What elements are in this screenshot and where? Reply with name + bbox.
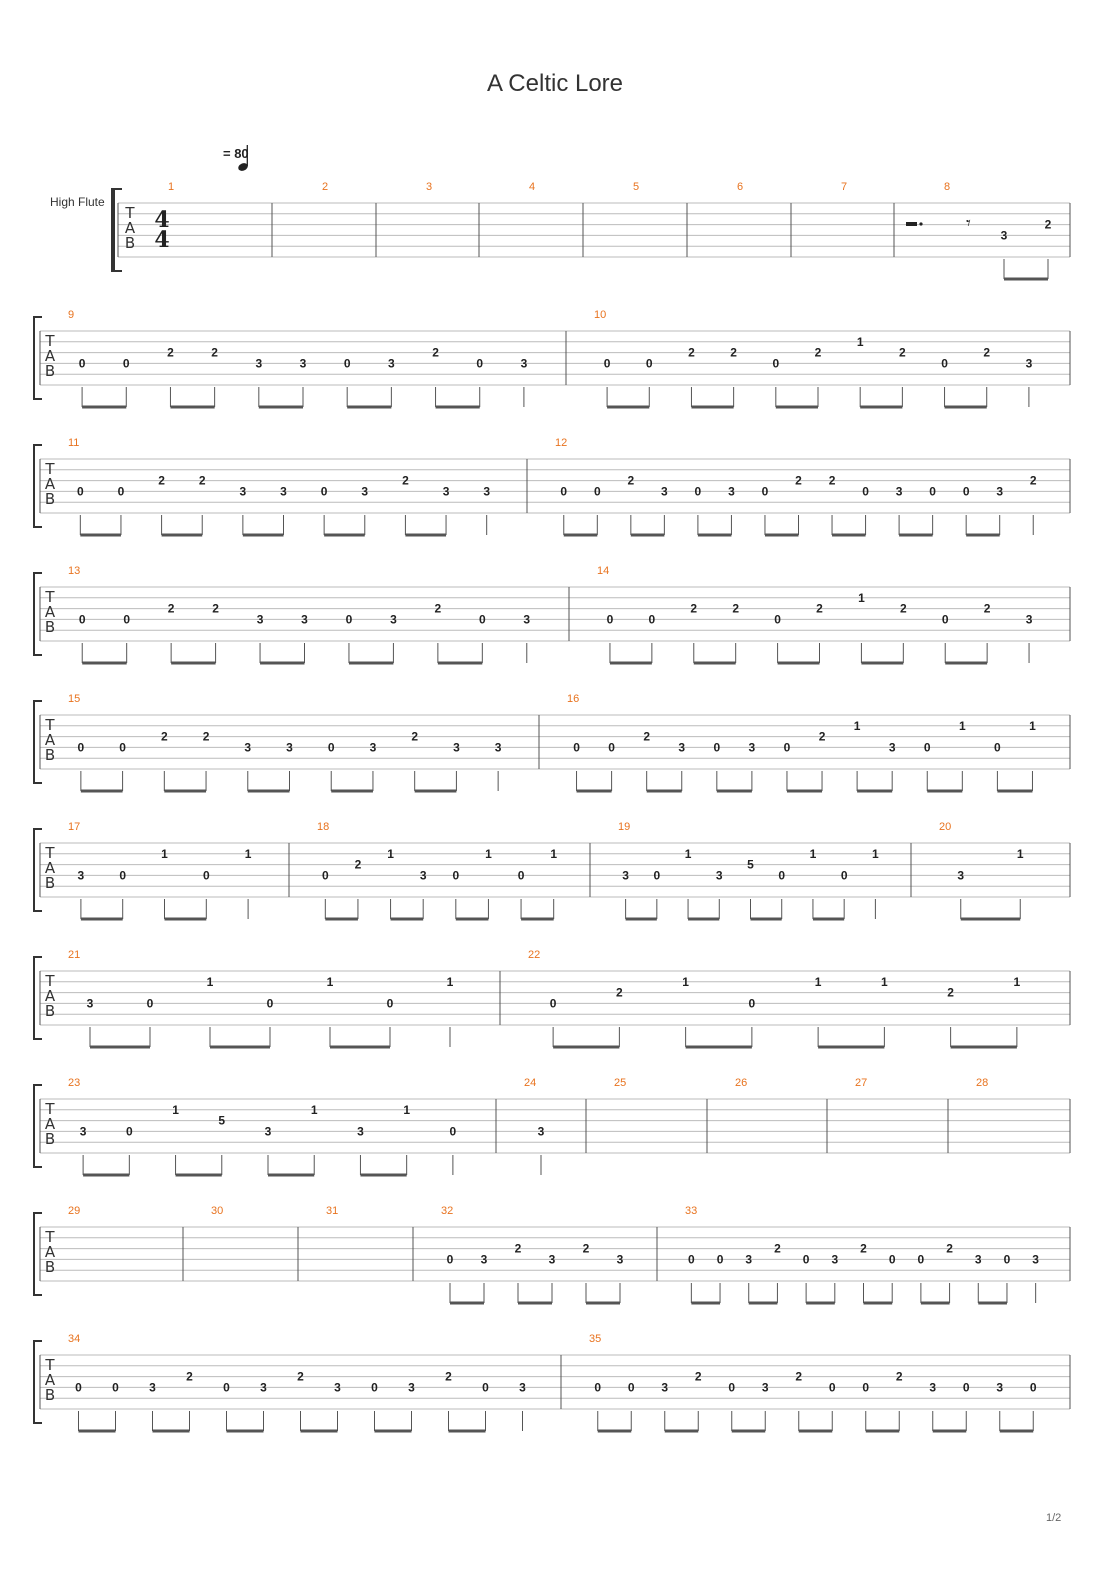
fret-number: 3 xyxy=(357,1124,364,1139)
tab-clef-letter: B xyxy=(44,1002,56,1020)
measure-number: 17 xyxy=(68,821,81,833)
fret-number: 0 xyxy=(653,868,661,883)
fret-number: 3 xyxy=(537,1124,545,1139)
fret-number: 0 xyxy=(327,740,335,755)
fret-number: 1 xyxy=(403,1102,411,1117)
fret-number: 3 xyxy=(419,868,427,883)
fret-number: 0 xyxy=(478,612,486,627)
fret-number: 3 xyxy=(361,484,369,499)
fret-number: 1 xyxy=(485,846,492,861)
fret-number: 2 xyxy=(167,601,175,616)
fret-number: 0 xyxy=(713,740,721,755)
fret-number: 3 xyxy=(1025,356,1033,371)
fret-number: 1 xyxy=(814,974,822,989)
tab-clef-letter: A xyxy=(44,987,56,1005)
fret-number: 0 xyxy=(119,868,127,883)
fret-number: 3 xyxy=(888,740,896,755)
measure-number: 33 xyxy=(685,1205,698,1217)
fret-number: 0 xyxy=(476,356,484,371)
fret-number: 3 xyxy=(523,612,531,627)
measure-number: 20 xyxy=(939,821,952,833)
measure-number: 5 xyxy=(633,181,640,193)
fret-number: 3 xyxy=(548,1252,556,1267)
fret-number: 1 xyxy=(809,846,817,861)
fret-number: 0 xyxy=(923,740,931,755)
measure-number: 23 xyxy=(68,1077,81,1089)
fret-number: 0 xyxy=(549,996,557,1011)
fret-number: 3 xyxy=(494,740,502,755)
fret-number: 0 xyxy=(862,1380,870,1395)
fret-number: 3 xyxy=(256,612,264,627)
measure-number: 22 xyxy=(528,949,541,961)
fret-number: 3 xyxy=(264,1124,272,1139)
measure-number: 11 xyxy=(68,437,80,449)
fret-number: 2 xyxy=(297,1369,304,1384)
tab-clef-letter: T xyxy=(45,716,55,734)
fret-number: 0 xyxy=(77,740,85,755)
fret-number: 0 xyxy=(452,868,460,883)
fret-number: 2 xyxy=(814,345,822,360)
fret-number: 3 xyxy=(260,1380,267,1395)
fret-number: 0 xyxy=(122,356,130,371)
fret-number: 3 xyxy=(86,996,94,1011)
fret-number: 3 xyxy=(442,484,450,499)
fret-number: 3 xyxy=(957,868,965,883)
tab-clef-letter: A xyxy=(44,347,56,365)
fret-number: 0 xyxy=(627,1380,635,1395)
fret-number: 3 xyxy=(974,1252,982,1267)
fret-number: 5 xyxy=(218,1113,226,1128)
measure-number: 30 xyxy=(211,1205,224,1217)
fret-number: 3 xyxy=(616,1252,624,1267)
fret-number: 3 xyxy=(1025,612,1033,627)
measure-number: 13 xyxy=(68,565,81,577)
fret-number: 2 xyxy=(795,1369,803,1384)
eighth-rest: 𝄾 xyxy=(966,213,971,234)
fret-number: 0 xyxy=(78,612,86,627)
measure-number: 12 xyxy=(555,437,568,449)
tab-clef-letter: T xyxy=(45,1100,55,1118)
instrument-label: High Flute xyxy=(50,195,105,209)
measure-number: 27 xyxy=(855,1077,868,1089)
fret-number: 0 xyxy=(772,356,780,371)
fret-number: 0 xyxy=(688,1252,695,1267)
tab-clef-letter: A xyxy=(44,1115,56,1133)
fret-number: 2 xyxy=(983,345,991,360)
system-bracket xyxy=(34,957,42,1039)
fret-number: 0 xyxy=(112,1380,119,1395)
tab-clef-letter: B xyxy=(44,1258,56,1276)
dot xyxy=(919,222,922,225)
tab-clef-letter: A xyxy=(44,603,56,621)
fret-number: 0 xyxy=(517,868,525,883)
fret-number: 1 xyxy=(172,1102,179,1117)
fret-number: 1 xyxy=(550,846,558,861)
tab-clef-letter: T xyxy=(45,972,55,990)
fret-number: 2 xyxy=(432,345,439,360)
fret-number: 3 xyxy=(520,356,528,371)
tab-clef-letter: A xyxy=(44,731,56,749)
measure-number: 10 xyxy=(594,309,607,321)
fret-number: 0 xyxy=(560,484,568,499)
fret-number: 0 xyxy=(593,484,601,499)
fret-number: 1 xyxy=(244,846,252,861)
fret-number: 3 xyxy=(678,740,686,755)
system-bracket xyxy=(34,701,42,783)
fret-number: 0 xyxy=(320,484,328,499)
system-bracket xyxy=(34,445,42,527)
system-bracket xyxy=(34,1085,42,1167)
fret-number: 0 xyxy=(76,484,84,499)
measure-number: 32 xyxy=(441,1205,454,1217)
tab-clef-letter: A xyxy=(124,219,136,237)
fret-number: 2 xyxy=(730,345,737,360)
measure-number: 7 xyxy=(841,181,848,193)
fret-number: 3 xyxy=(280,484,287,499)
tab-clef-letter: B xyxy=(44,618,56,636)
fret-number: 2 xyxy=(198,473,206,488)
fret-number: 2 xyxy=(947,985,954,1000)
fret-number: 3 xyxy=(77,868,85,883)
fret-number: 3 xyxy=(1032,1252,1039,1267)
fret-number: 2 xyxy=(946,1241,953,1256)
fret-number: 0 xyxy=(716,1252,724,1267)
fret-number: 1 xyxy=(446,974,454,989)
fret-number: 2 xyxy=(212,601,219,616)
tab-clef-letter: T xyxy=(45,1356,55,1374)
tab-clef-letter: B xyxy=(44,1386,56,1404)
fret-number: 1 xyxy=(958,718,966,733)
fret-number: 2 xyxy=(582,1241,590,1256)
fret-number: 2 xyxy=(402,473,409,488)
fret-number: 3 xyxy=(255,356,263,371)
fret-number: 3 xyxy=(149,1380,156,1395)
fret-number: 0 xyxy=(446,1252,454,1267)
fret-number: 0 xyxy=(929,484,936,499)
time-signature-top: 4 xyxy=(154,207,170,233)
tab-clef-letter: T xyxy=(45,844,55,862)
fret-number: 0 xyxy=(962,1380,970,1395)
measure-number: 31 xyxy=(326,1205,339,1217)
fret-number: 0 xyxy=(606,612,614,627)
fret-number: 2 xyxy=(694,1369,702,1384)
fret-number: 0 xyxy=(202,868,210,883)
fret-number: 0 xyxy=(119,740,126,755)
fret-number: 2 xyxy=(688,345,695,360)
measure-number: 28 xyxy=(976,1077,989,1089)
tab-clef-letter: A xyxy=(44,1243,56,1261)
system-bracket xyxy=(34,573,42,655)
fret-number: 3 xyxy=(996,1380,1004,1395)
measure-number: 9 xyxy=(68,309,75,321)
fret-number: 2 xyxy=(445,1369,452,1384)
tab-clef-letter: B xyxy=(44,490,56,508)
fret-number: 3 xyxy=(390,612,397,627)
fret-number: 0 xyxy=(482,1380,489,1395)
fret-number: 2 xyxy=(627,473,635,488)
fret-number: 3 xyxy=(761,1380,769,1395)
fret-number: 0 xyxy=(862,484,869,499)
fret-number: 1 xyxy=(1029,718,1036,733)
fret-number: 3 xyxy=(661,1380,669,1395)
measure-number: 35 xyxy=(589,1333,602,1345)
fret-number: 3 xyxy=(453,740,460,755)
tab-clef-letter: B xyxy=(44,746,56,764)
fret-number: 0 xyxy=(603,356,611,371)
fret-number: 2 xyxy=(211,345,218,360)
fret-number: 1 xyxy=(1013,974,1021,989)
fret-number: 0 xyxy=(266,996,274,1011)
fret-number: 0 xyxy=(146,996,154,1011)
tab-clef-letter: B xyxy=(44,874,56,892)
fret-number: 2 xyxy=(616,985,623,1000)
fret-number: 2 xyxy=(899,601,907,616)
tab-clef-letter: B xyxy=(124,234,136,252)
fret-number: 1 xyxy=(326,974,334,989)
fret-number: 3 xyxy=(483,484,491,499)
fret-number: 2 xyxy=(732,601,740,616)
fret-number: 0 xyxy=(223,1380,230,1395)
fret-number: 3 xyxy=(369,740,377,755)
fret-number: 1 xyxy=(206,974,214,989)
fret-number: 0 xyxy=(941,612,949,627)
fret-number: 3 xyxy=(728,484,735,499)
fret-number: 0 xyxy=(345,612,353,627)
fret-number: 0 xyxy=(941,356,948,371)
fret-number: 1 xyxy=(872,846,879,861)
fret-number: 0 xyxy=(386,996,394,1011)
fret-number: 1 xyxy=(161,846,168,861)
fret-number: 0 xyxy=(1003,1252,1011,1267)
fret-number: 2 xyxy=(186,1369,193,1384)
fret-number: 2 xyxy=(643,729,651,744)
fret-number: 0 xyxy=(645,356,653,371)
fret-number: 0 xyxy=(75,1380,82,1395)
fret-number: 2 xyxy=(158,473,165,488)
fret-number: 1 xyxy=(387,846,394,861)
fret-number: 2 xyxy=(983,601,991,616)
fret-number: 3 xyxy=(334,1380,341,1395)
measure-number: 25 xyxy=(614,1077,627,1089)
fret-number: 3 xyxy=(286,740,293,755)
fret-number: 3 xyxy=(1000,228,1008,243)
measure-number: 6 xyxy=(737,181,744,193)
measure-number: 3 xyxy=(426,181,433,193)
tab-clef-letter: T xyxy=(45,1228,55,1246)
measure-number: 18 xyxy=(317,821,330,833)
fret-number: 3 xyxy=(831,1252,839,1267)
measure-number: 2 xyxy=(322,181,329,193)
tab-clef-letter: A xyxy=(44,859,56,877)
fret-number: 1 xyxy=(858,590,865,605)
tempo-marking: = 80 xyxy=(223,146,249,161)
tab-clef-letter: T xyxy=(125,204,135,222)
fret-number: 3 xyxy=(519,1380,526,1395)
fret-number: 1 xyxy=(856,334,864,349)
system-bracket xyxy=(34,1341,42,1423)
tab-clef-letter: A xyxy=(44,475,56,493)
fret-number: 0 xyxy=(321,868,329,883)
time-signature-bottom: 4 xyxy=(154,227,170,253)
measure-number: 21 xyxy=(68,949,81,961)
fret-number: 3 xyxy=(388,356,395,371)
measure-number: 24 xyxy=(524,1077,537,1089)
fret-number: 0 xyxy=(783,740,791,755)
fret-number: 2 xyxy=(1029,473,1037,488)
tab-clef-letter: A xyxy=(44,1371,56,1389)
fret-number: 2 xyxy=(1044,217,1052,232)
fret-number: 3 xyxy=(745,1252,753,1267)
fret-number: 2 xyxy=(411,729,419,744)
fret-number: 3 xyxy=(480,1252,488,1267)
fret-number: 3 xyxy=(929,1380,937,1395)
fret-number: 0 xyxy=(125,1124,133,1139)
fret-number: 0 xyxy=(117,484,125,499)
fret-number: 1 xyxy=(881,974,888,989)
measure-number: 4 xyxy=(529,181,536,193)
fret-number: 2 xyxy=(514,1241,522,1256)
fret-number: 3 xyxy=(895,484,903,499)
measure-number: 19 xyxy=(618,821,631,833)
fret-number: 2 xyxy=(860,1241,867,1256)
fret-number: 2 xyxy=(795,473,802,488)
fret-number: 2 xyxy=(774,1241,781,1256)
fret-number: 0 xyxy=(778,868,786,883)
fret-number: 3 xyxy=(299,356,307,371)
fret-number: 0 xyxy=(1029,1380,1037,1395)
measure-number: 1 xyxy=(168,181,175,193)
fret-number: 3 xyxy=(622,868,629,883)
fret-number: 3 xyxy=(239,484,247,499)
fret-number: 0 xyxy=(840,868,848,883)
system-bracket xyxy=(34,1213,42,1295)
fret-number: 2 xyxy=(818,729,826,744)
fret-number: 1 xyxy=(1016,846,1024,861)
fret-number: 3 xyxy=(996,484,1004,499)
fret-number: 3 xyxy=(661,484,668,499)
fret-number: 2 xyxy=(690,601,698,616)
tab-clef-letter: T xyxy=(45,332,55,350)
fret-number: 0 xyxy=(888,1252,896,1267)
fret-number: 2 xyxy=(354,857,362,872)
fret-number: 3 xyxy=(715,868,723,883)
fret-number: 0 xyxy=(694,484,702,499)
fret-number: 2 xyxy=(816,601,823,616)
fret-number: 0 xyxy=(648,612,656,627)
measure-number: 8 xyxy=(944,181,951,193)
measure-number: 15 xyxy=(68,693,81,705)
system-bracket xyxy=(34,317,42,399)
fret-number: 1 xyxy=(684,846,692,861)
fret-number: 0 xyxy=(371,1380,378,1395)
tab-clef-letter: T xyxy=(45,460,55,478)
system-bracket xyxy=(34,829,42,911)
fret-number: 0 xyxy=(917,1252,925,1267)
fret-number: 2 xyxy=(167,345,174,360)
tab-clef-letter: T xyxy=(45,588,55,606)
measure-number: 26 xyxy=(735,1077,748,1089)
page-number: 1/2 xyxy=(1046,1512,1062,1524)
fret-number: 0 xyxy=(343,356,351,371)
fret-number: 2 xyxy=(160,729,168,744)
measure-number: 34 xyxy=(68,1333,81,1345)
fret-number: 0 xyxy=(994,740,1001,755)
fret-number: 0 xyxy=(761,484,769,499)
fret-number: 2 xyxy=(899,345,906,360)
measure-number: 14 xyxy=(597,565,610,577)
fret-number: 1 xyxy=(853,718,861,733)
fret-number: 5 xyxy=(747,857,754,872)
fret-number: 3 xyxy=(301,612,308,627)
fret-number: 3 xyxy=(244,740,252,755)
fret-number: 0 xyxy=(573,740,580,755)
fret-number: 0 xyxy=(608,740,615,755)
tab-clef-letter: B xyxy=(44,362,56,380)
fret-number: 0 xyxy=(594,1380,602,1395)
measure-number: 29 xyxy=(68,1205,81,1217)
fret-number: 1 xyxy=(310,1102,318,1117)
tab-clef-letter: B xyxy=(44,1130,56,1148)
half-rest xyxy=(906,222,917,226)
fret-number: 2 xyxy=(895,1369,903,1384)
fret-number: 0 xyxy=(828,1380,836,1395)
fret-number: 3 xyxy=(79,1124,87,1139)
fret-number: 0 xyxy=(962,484,970,499)
fret-number: 3 xyxy=(408,1380,415,1395)
fret-number: 0 xyxy=(78,356,86,371)
fret-number: 0 xyxy=(728,1380,736,1395)
fret-number: 2 xyxy=(202,729,210,744)
fret-number: 0 xyxy=(802,1252,810,1267)
fret-number: 0 xyxy=(748,996,756,1011)
fret-number: 0 xyxy=(123,612,131,627)
score-title: A Celtic Lore xyxy=(486,70,624,97)
fret-number: 2 xyxy=(828,473,836,488)
measure-number: 16 xyxy=(567,693,580,705)
fret-number: 2 xyxy=(434,601,442,616)
fret-number: 0 xyxy=(449,1124,457,1139)
fret-number: 0 xyxy=(774,612,781,627)
fret-number: 1 xyxy=(682,974,689,989)
fret-number: 3 xyxy=(748,740,756,755)
